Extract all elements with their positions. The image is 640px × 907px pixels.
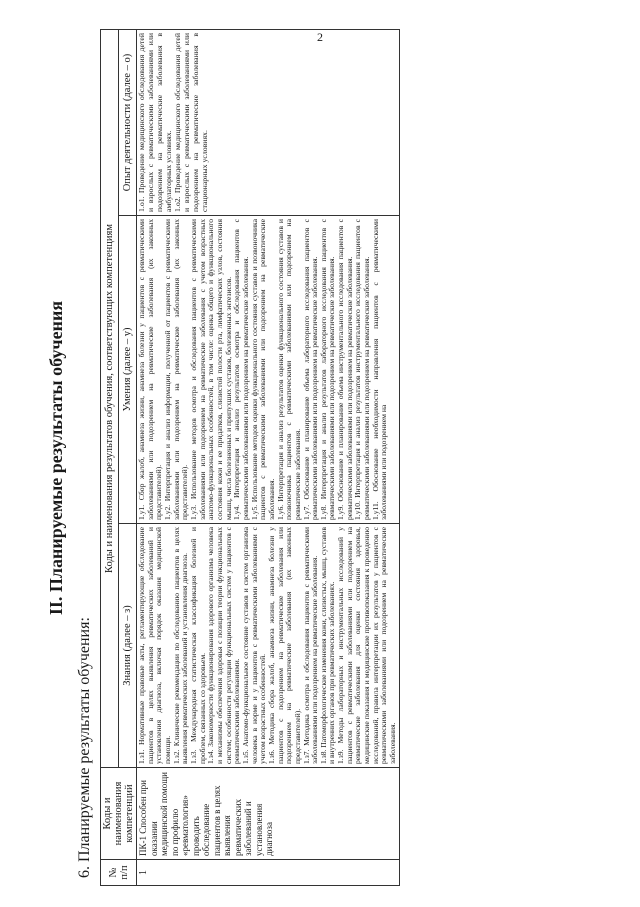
skill-item: 1.у8. Интерпретация и анализ результатов лабораторного исследования пациентов с ревматическими заболеваниями или подозрением на ревматические заболевания. — [318, 219, 337, 520]
knowledge-item: 1.з1. Нормативные правовые акты, регламентирующие обследование пациентов в целях выявления ревматических заболеваний и установления диагноза, включая порядок оказания медицинской помощи. — [137, 527, 173, 764]
skill-item: 1.у7. Обоснование и планирование объема лабораторного исследования пациентов с ревматическими заболеваниями или подозрением на ревматические заболевания. — [301, 219, 320, 520]
rotated-content — [40, 18, 605, 898]
header-skills: Умения (далее – у) — [119, 216, 137, 524]
knowledge-item: 1.з5. Анатомо-функциональное состояние суставов и систем организма человека в норме и у пациентов с ревматическими заболеваниями с учетом возрастных особенностей. — [240, 527, 268, 764]
header-num: № п/п — [101, 860, 137, 886]
knowledge-item: 1.з8. Патоморфологические изменения кожи, слизистых, мышц, суставов и внутренних органов при ревматических заболеваниях. — [318, 527, 337, 764]
skill-item: 1.у1. Сбор жалоб, анамнеза жизни, анамнеза болезни у пациентов с ревматическими заболеваниями или подозрением на ревматические заболевания (их законных представителей). — [137, 219, 164, 520]
results-table — [100, 29, 400, 886]
skill-item: 1.у10. Интерпретация и анализ результатов инструментального исследования пациентов с ревматическими заболеваниями или подозрением на ревматические заболевания. — [353, 219, 372, 520]
skill-item: 1.у3. Использование методов осмотра и обследования пациентов с ревматическими заболеваниями или подозрением на ревматические заболевания с учетом возрастных анатомо-функциональных особенностей, в том числе: оценка общего и функционального состояния кожи и ее придатков, слизистой полости рта, лимфатических узлов, состояния мышц, числа болезненных и припухших суставов, болезненных энтезисов. — [188, 219, 233, 520]
table-row — [137, 29, 400, 885]
header-knowledge: Знания (далее – з) — [119, 524, 137, 768]
competence-cell: ПК-1 Способен при оказании медицинской помощи по профилю «ревматология» проводить обследование пациентов в целях выявления ревматических заболеваний и установления диагноза — [137, 768, 400, 860]
knowledge-item: 1.з9. Методы лабораторных и инструментальных исследований у пациентов с ревматическими заболеваниями или подозрением на ревматические заболевания для оценки состояния здоровья, медицинские показания и медицинские противопоказания к проведению исследований, правила интерпретации их результатов у пациентов с ревматическими заболеваниями или подозрением на ревматические заболевания. — [336, 527, 398, 764]
knowledge-item: 1.з3. Международная статистическая классификация болезней и проблем, связанных со здоровьем. — [188, 527, 207, 764]
header-experience: Опыт деятельности (далее – о) — [119, 29, 137, 215]
header-results-group: Коды и наименования результатов обучения, соответствующих компетенциям — [101, 29, 119, 767]
experience-item: 1.о1. Проведение медицинского обследования детей и взрослых с ревматическими заболеваниями или подозрением на ревматические заболевания в амбулаторных условиях. — [137, 32, 173, 212]
page-number: 2 — [317, 30, 323, 44]
experience-item: 1.о2. Проведение медицинского обследования детей и взрослых с ревматическими заболеваниями или подозрением на ревматические заболевания в стационарных условиях. — [172, 32, 209, 212]
skill-item: 1.у6. Интерпретация и анализ результатов оценки функционального состояния суставов и позвоночника пациентов с ревматическими заболеваниями или подозрением на ревматические заболевания. — [275, 219, 302, 520]
knowledge-item: 1.з2. Клинические рекомендации по обследованию пациентов в целях выявления ревматических заболеваний и установления диагноза. — [171, 527, 190, 764]
knowledge-item: 1.з6. Методика сбора жалоб, анамнеза жизни, анамнеза болезни у пациентов с подозрением на ревматические заболевания или подозрением на ревматические заболевания (их законных представителей). — [266, 527, 302, 764]
skill-item: 1.у11. Обоснование необходимости направления пациентов с ревматическими заболеваниями или подозрением на — [370, 219, 389, 520]
skill-item: 1.у9. Обоснование и планирование объема инструментального исследования пациентов с ревматическими заболеваниями или подозрением на ревматические заболевания. — [336, 219, 354, 520]
experience-cell — [137, 29, 400, 215]
skill-item: 1.у2. Интерпретация и анализ информации, полученной от пациентов с ревматическими заболеваниями или подозрением на ревматические заболевания (их законных представителей). — [163, 219, 190, 520]
row-number: 1 — [137, 860, 400, 886]
skill-item: 1.у4. Интерпретация и анализ результатов осмотра и обследования пациентов с ревматическими заболеваниями или подозрением на ревматические заболевания. — [232, 219, 250, 520]
subtitle: 6. Планируемые результаты обучения: — [76, 617, 93, 878]
header-competence: Коды и наименования компетенций — [101, 768, 137, 860]
knowledge-item: 1.з7. Методика осмотра и обследования пациентов с ревматическими заболеваниями или подозрением на ревматические заболевания. — [301, 527, 320, 764]
skill-item: 1.у5. Использование методов оценки функционального состояния суставов и позвоночника пациентов с ревматическими заболеваниями или подозрением на ревматические заболевания. — [249, 219, 276, 520]
knowledge-cell — [137, 524, 400, 768]
knowledge-item: 1.з4. Закономерности функционирования здорового организма человека и механизмы обеспечения здоровья с позиции теории функциональных систем; особенности регуляции функциональных систем у пациентов с ревматическими заболеваниями. — [206, 527, 242, 764]
skills-cell — [137, 216, 400, 524]
section-title: II. Планируемые результаты обучения — [46, 300, 66, 616]
